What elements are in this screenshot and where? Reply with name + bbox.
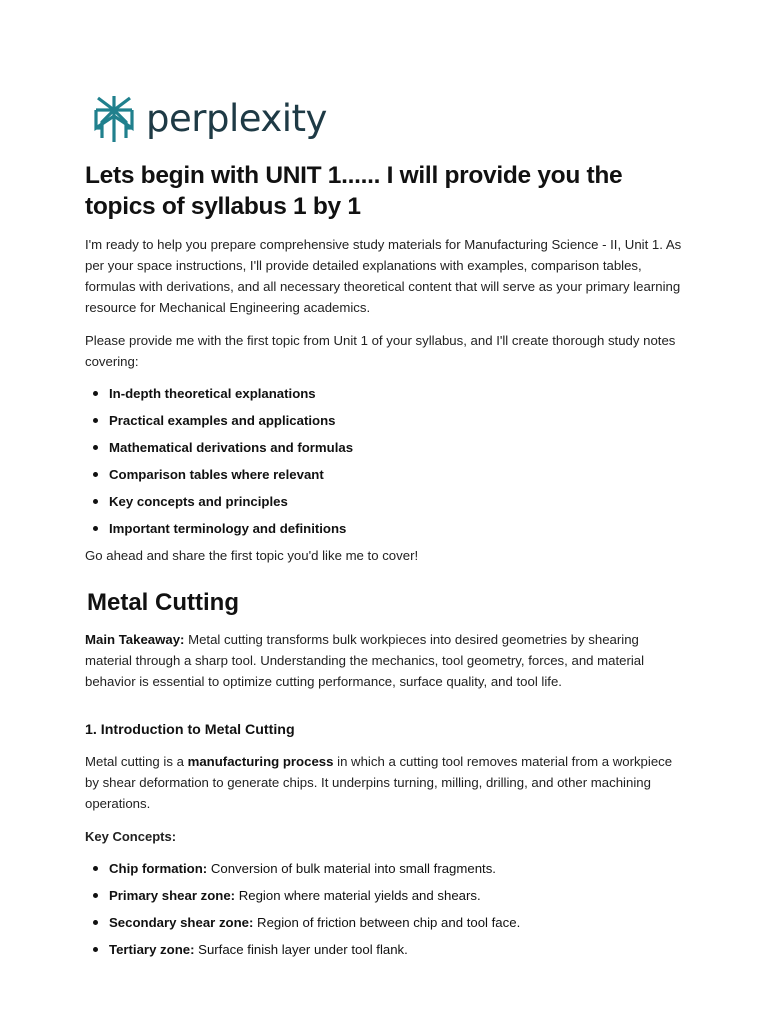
- takeaway-text: Metal cutting transforms bulk workpieces into desired geometries by shearing material through a sharp tool. Understanding the mechanics, tool geometry, forces, and material behavior is essential to optimize cutting performance, surface quality, and tool life.: [85, 632, 645, 689]
- list-item-text: Key concepts and principles: [109, 494, 288, 509]
- intro-paragraph: I'm ready to help you prepare comprehensive study materials for Manufacturing Science - II, Unit 1. As per your space instructions, I'll provide detailed explanations with examples, comparison tables, formulas with derivations, and all necessary theoretical content that will serve as your primary learning resource for Mechanical Engineering academics.: [85, 237, 682, 315]
- concept-term: Primary shear zone:: [109, 888, 236, 903]
- perplexity-logo: [92, 94, 327, 144]
- perplexity-icon: [92, 94, 136, 144]
- takeaway-label: Main Takeaway:: [85, 632, 185, 647]
- definition-text-start: Metal cutting is a: [85, 754, 188, 769]
- concept-term: Chip formation:: [109, 861, 208, 876]
- subsection-title: 1. Introduction to Metal Cutting: [85, 722, 295, 738]
- list-item: [85, 410, 685, 431]
- brand-name: perplexity: [146, 97, 327, 140]
- request-paragraph: Please provide me with the first topic from Unit 1 of your syllabus, and I'll create thorough study notes covering:: [85, 333, 676, 369]
- concept-term: Tertiary zone:: [109, 942, 195, 957]
- coverage-list: [85, 383, 685, 539]
- definition-bold-term: manufacturing process: [187, 754, 334, 769]
- list-item-text: In-depth theoretical explanations: [109, 386, 316, 401]
- list-item-text: Important terminology and definitions: [109, 521, 347, 536]
- bullet-icon: [93, 920, 98, 925]
- bullet-icon: [93, 893, 98, 898]
- list-item: [85, 939, 685, 960]
- list-item-text: Comparison tables where relevant: [109, 467, 324, 482]
- list-item: [85, 885, 685, 906]
- list-item: [85, 437, 685, 458]
- list-item: [85, 464, 685, 485]
- list-item: [85, 858, 685, 879]
- bullet-icon: [93, 947, 98, 952]
- bullet-icon: [93, 526, 98, 531]
- concept-desc: Surface finish layer under tool flank.: [194, 942, 408, 957]
- concept-desc: Region of friction between chip and tool face.: [253, 915, 521, 930]
- takeaway-paragraph: [85, 629, 685, 692]
- concept-desc: Conversion of bulk material into small fragments.: [207, 861, 496, 876]
- bullet-icon: [93, 499, 98, 504]
- list-item-text: Mathematical derivations and formulas: [109, 440, 354, 455]
- list-item: [85, 518, 685, 539]
- main-content: [85, 160, 685, 966]
- bullet-icon: [93, 418, 98, 423]
- key-concepts-label: Key Concepts:: [85, 829, 177, 844]
- list-item: [85, 912, 685, 933]
- list-item: [85, 491, 685, 512]
- bullet-icon: [93, 866, 98, 871]
- definition-paragraph: [85, 751, 685, 814]
- section-title: Metal Cutting: [87, 589, 239, 616]
- concept-desc: Region where material yields and shears.: [235, 888, 481, 903]
- bullet-icon: [93, 472, 98, 477]
- list-item: [85, 383, 685, 404]
- definition-text-end: in which a cutting tool removes material from a workpiece by shear deformation to generate chips. It underpins turning, milling, drilling, and other machining operations.: [85, 754, 673, 811]
- bullet-icon: [93, 445, 98, 450]
- page-title: Lets begin with UNIT 1...... I will provide you the topics of syllabus 1 by 1: [85, 162, 623, 220]
- closing-paragraph: Go ahead and share the first topic you'd like me to cover!: [85, 548, 419, 563]
- list-item-text: Practical examples and applications: [109, 413, 336, 428]
- key-concepts-list: [85, 858, 685, 960]
- concept-term: Secondary shear zone:: [109, 915, 254, 930]
- bullet-icon: [93, 391, 98, 396]
